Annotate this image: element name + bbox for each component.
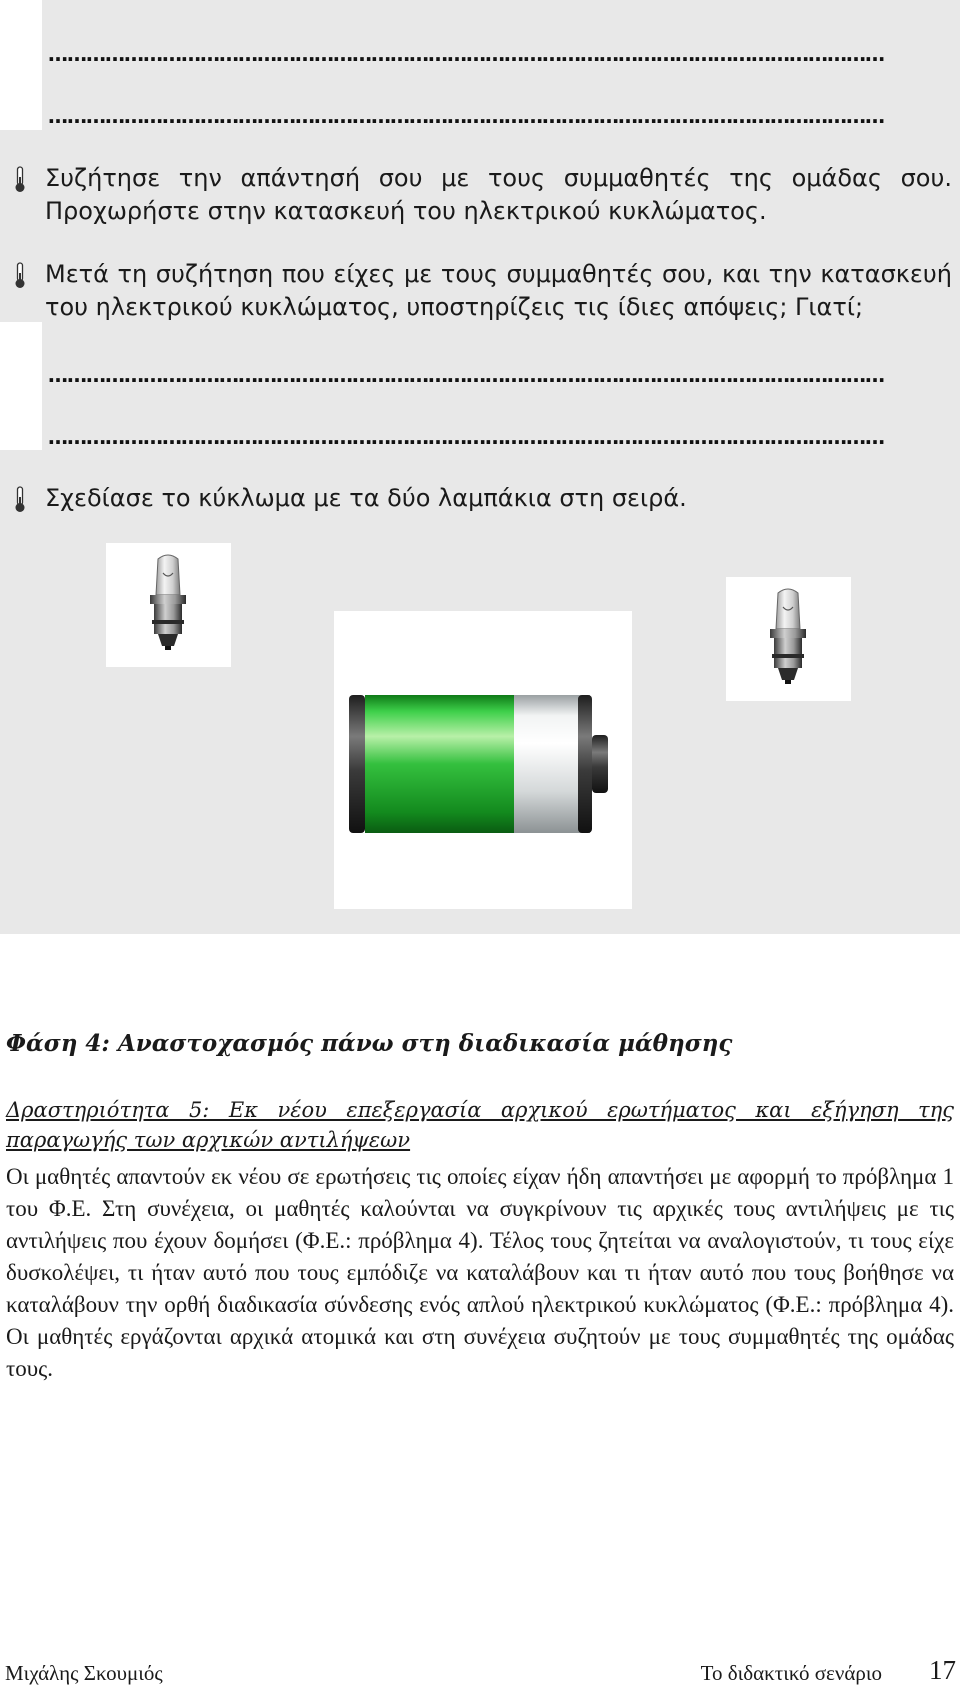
activity-description: Οι μαθητές απαντούν εκ νέου σε ερωτήσεις τις οποίες είχαν ήδη απαντήσει με αφορμή το πρόβλημα 1 του Φ.Ε. Στη συνέχεια, οι μαθητές καλούνται να συγκρίνουν τις αρχικές τους αντιλήψεις με τις αντιλήψεις που έχουν δομήσει (Φ.Ε.: πρόβλημα 4). Τέλος τους ζητείται να αναλογιστούν, τι τους είχε δυσκολέψει, τι ήταν αυτό που τους εμπόδιζε να καταλάβουν και τι ήταν αυτό που τους βοήθησε να καταλάβουν την ορθή διαδικασία σύνδεσης ενός απλού ηλεκτρικού κυκλώματος (Φ.Ε.: πρόβλημα 4). Οι μαθητές εργάζονται αρχικά ατομικά και στη συνέχεια συζητούν με τους συμμαθητές της ομάδας τους. [6,1164,954,1381]
battery-icon [334,611,632,909]
lamp-image-left [106,543,231,667]
answer-line-2: …………………………………………………………………………………………………………………… [48,106,884,126]
footer-section: Το διδακτικό σενάριο [700,1661,882,1685]
bullet-text-2: Μετά τη συζήτηση που είχες με τους συμμαθητές σου, και την κατασκευή του ηλεκτρικού κυκλώματος, υποστηρίζεις τις ίδιες απόψεις; Γιατί; [45,260,952,321]
lamp-image-right [726,577,851,701]
answer-line-3: …………………………………………………………………………………………………………………… [48,365,884,385]
thermometer-icon [12,486,28,514]
activity-heading-line-1: Δραστηριότητα 5: Εκ νέου επεξεργασία αρχικού ερωτήματος και εξήγηση της [6,1098,954,1122]
page-number: 17 [929,1655,956,1685]
activity-heading-line-2: παραγωγής των αρχικών αντιλήψεων [6,1128,411,1152]
bullet-text-3: Σχεδίασε το κύκλωμα με τα δύο λαμπάκια στη σειρά. [45,484,687,512]
light-bulb-icon [726,577,851,701]
battery-image [334,611,632,909]
answer-line-1: …………………………………………………………………………………………………………………… [48,44,884,64]
answer-line-4: …………………………………………………………………………………………………………………… [48,427,884,447]
bullet-text-1: Συζήτησε την απάντησή σου με τους συμμαθητές της ομάδας σου. Προχωρήστε στην κατασκευή του ηλεκτρικού κυκλώματος. [45,164,952,225]
activity-heading [6,1095,954,1155]
thermometer-icon [12,166,28,194]
phase-title: Φάση 4: Αναστοχασμός πάνω στη διαδικασία μάθησης [6,1030,733,1057]
thermometer-icon [12,262,28,290]
footer-author: Μιχάλης Σκουμιός [5,1661,163,1685]
light-bulb-icon [106,543,231,667]
